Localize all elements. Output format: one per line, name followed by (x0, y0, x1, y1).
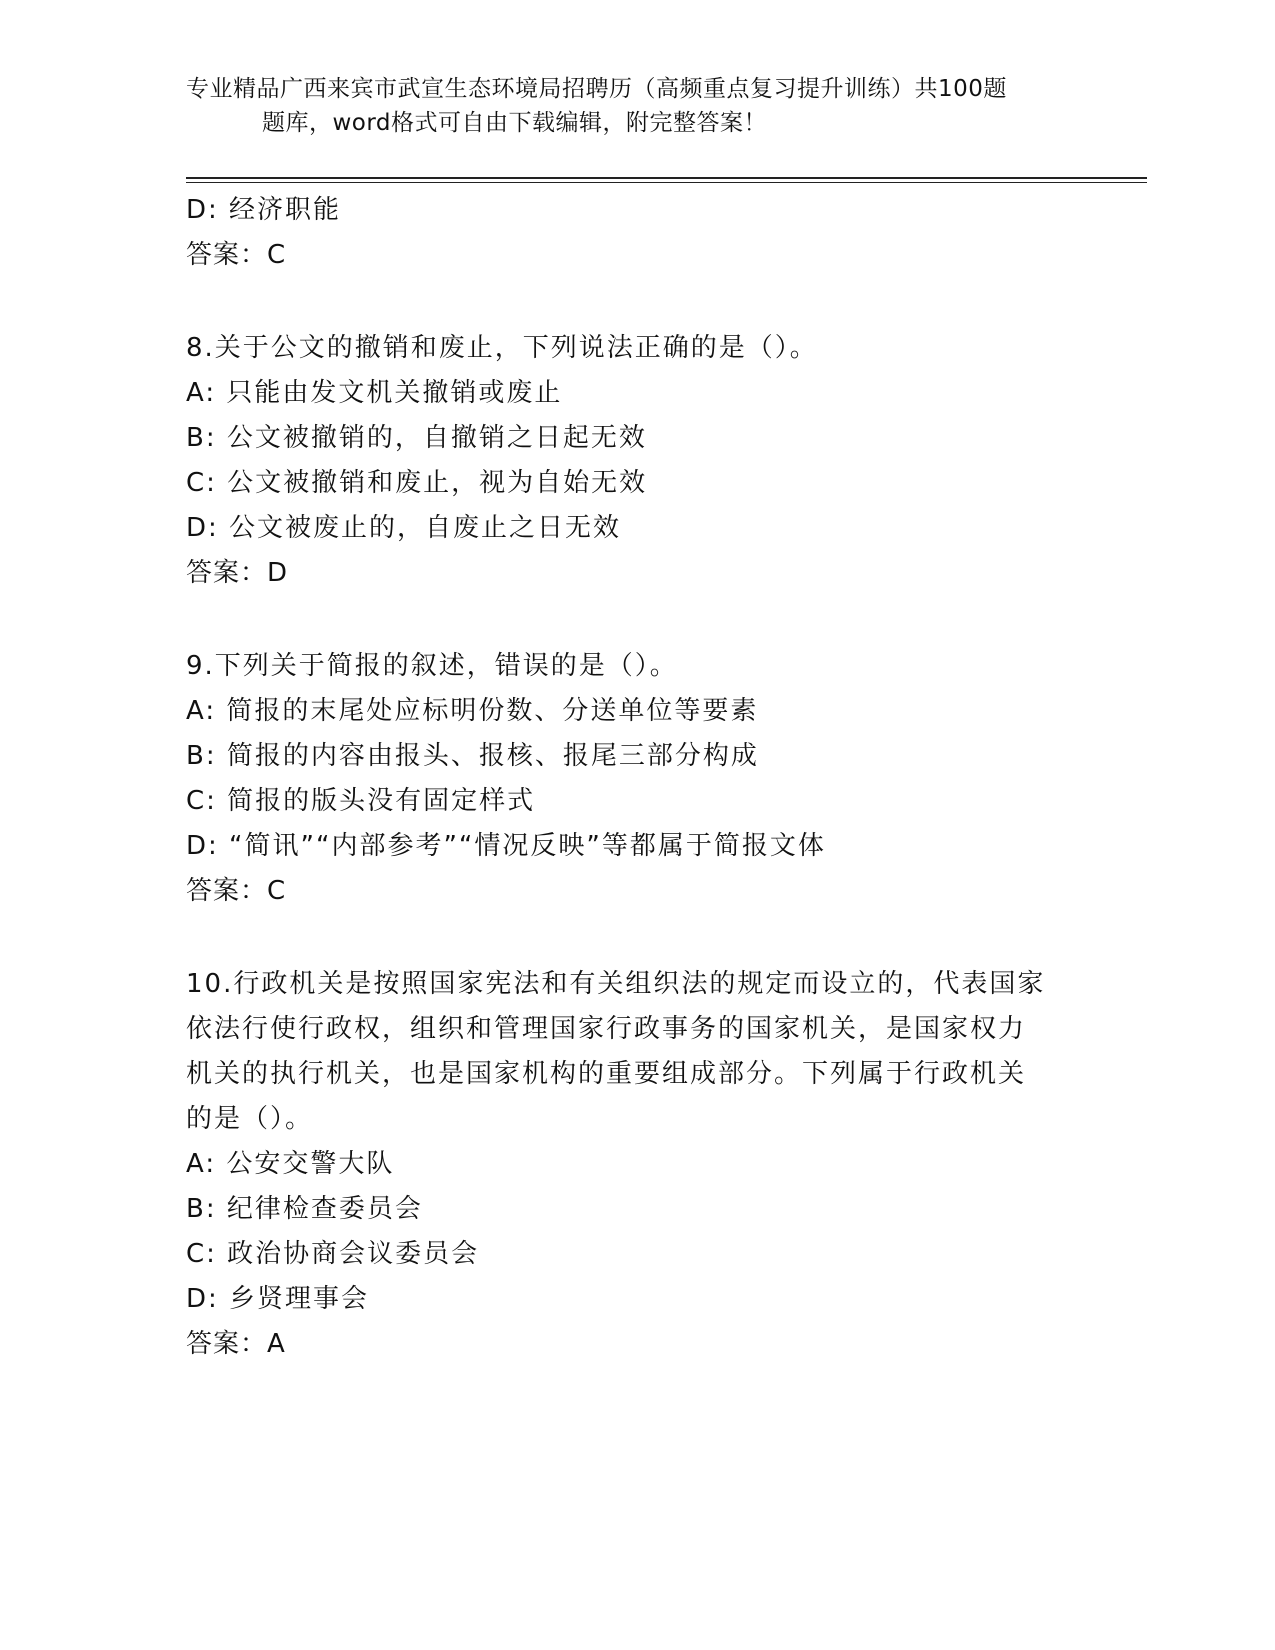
question-8-block (186, 326, 1086, 596)
option-b: B: 简报的内容由报头、报核、报尾三部分构成 (186, 741, 759, 771)
option-c: C: 公文被撤销和废止，视为自始无效 (186, 468, 648, 498)
option-a: A: 公安交警大队 (186, 1149, 395, 1179)
question-text: 9.下列关于简报的叙述，错误的是（）。 (186, 651, 678, 681)
option-b: B: 公文被撤销的，自撤销之日起无效 (186, 423, 647, 453)
option-a: A: 只能由发文机关撤销或废止 (186, 378, 563, 408)
header-title-line1: 专业精品广西来宾市武宣生态环境局招聘历（高频重点复习提升训练）共100题 (186, 76, 1007, 102)
option-d: D: 经济职能 (186, 195, 342, 225)
answer-line: 答案：D (186, 558, 289, 588)
prev-question-block (186, 188, 1086, 278)
question-text-line1: 10.行政机关是按照国家宪法和有关组织法的规定而设立的，代表国家 (186, 969, 1046, 999)
option-d: D: 乡贤理事会 (186, 1284, 370, 1314)
question-9-block (186, 644, 1086, 914)
option-d: D: 公文被废止的，自废止之日无效 (186, 513, 622, 543)
option-b: B: 纪律检查委员会 (186, 1194, 423, 1224)
answer-line: 答案：C (186, 240, 287, 270)
header-divider-thick (186, 177, 1147, 179)
option-c: C: 政治协商会议委员会 (186, 1239, 480, 1269)
question-text-line2: 依法行使行政权，组织和管理国家行政事务的国家机关，是国家权力 (186, 1014, 1027, 1044)
question-text-line3: 机关的执行机关，也是国家机构的重要组成部分。下列属于行政机关 (186, 1059, 1027, 1089)
page-header (186, 72, 1066, 140)
answer-line: 答案：A (186, 1329, 286, 1359)
answer-line: 答案：C (186, 876, 287, 906)
question-10-block (186, 962, 1086, 1367)
option-a: A: 简报的末尾处应标明份数、分送单位等要素 (186, 696, 759, 726)
question-text: 8.关于公文的撤销和废止，下列说法正确的是（）。 (186, 333, 818, 363)
question-text-line4: 的是（）。 (186, 1104, 314, 1134)
question-content (186, 188, 1086, 1367)
header-divider-thin (186, 182, 1147, 183)
header-title-line2: 题库，word格式可自由下载编辑，附完整答案！ (262, 110, 768, 136)
option-d: D: “简讯”“内部参考”“情况反映”等都属于简报文体 (186, 831, 826, 861)
option-c: C: 简报的版头没有固定样式 (186, 786, 536, 816)
